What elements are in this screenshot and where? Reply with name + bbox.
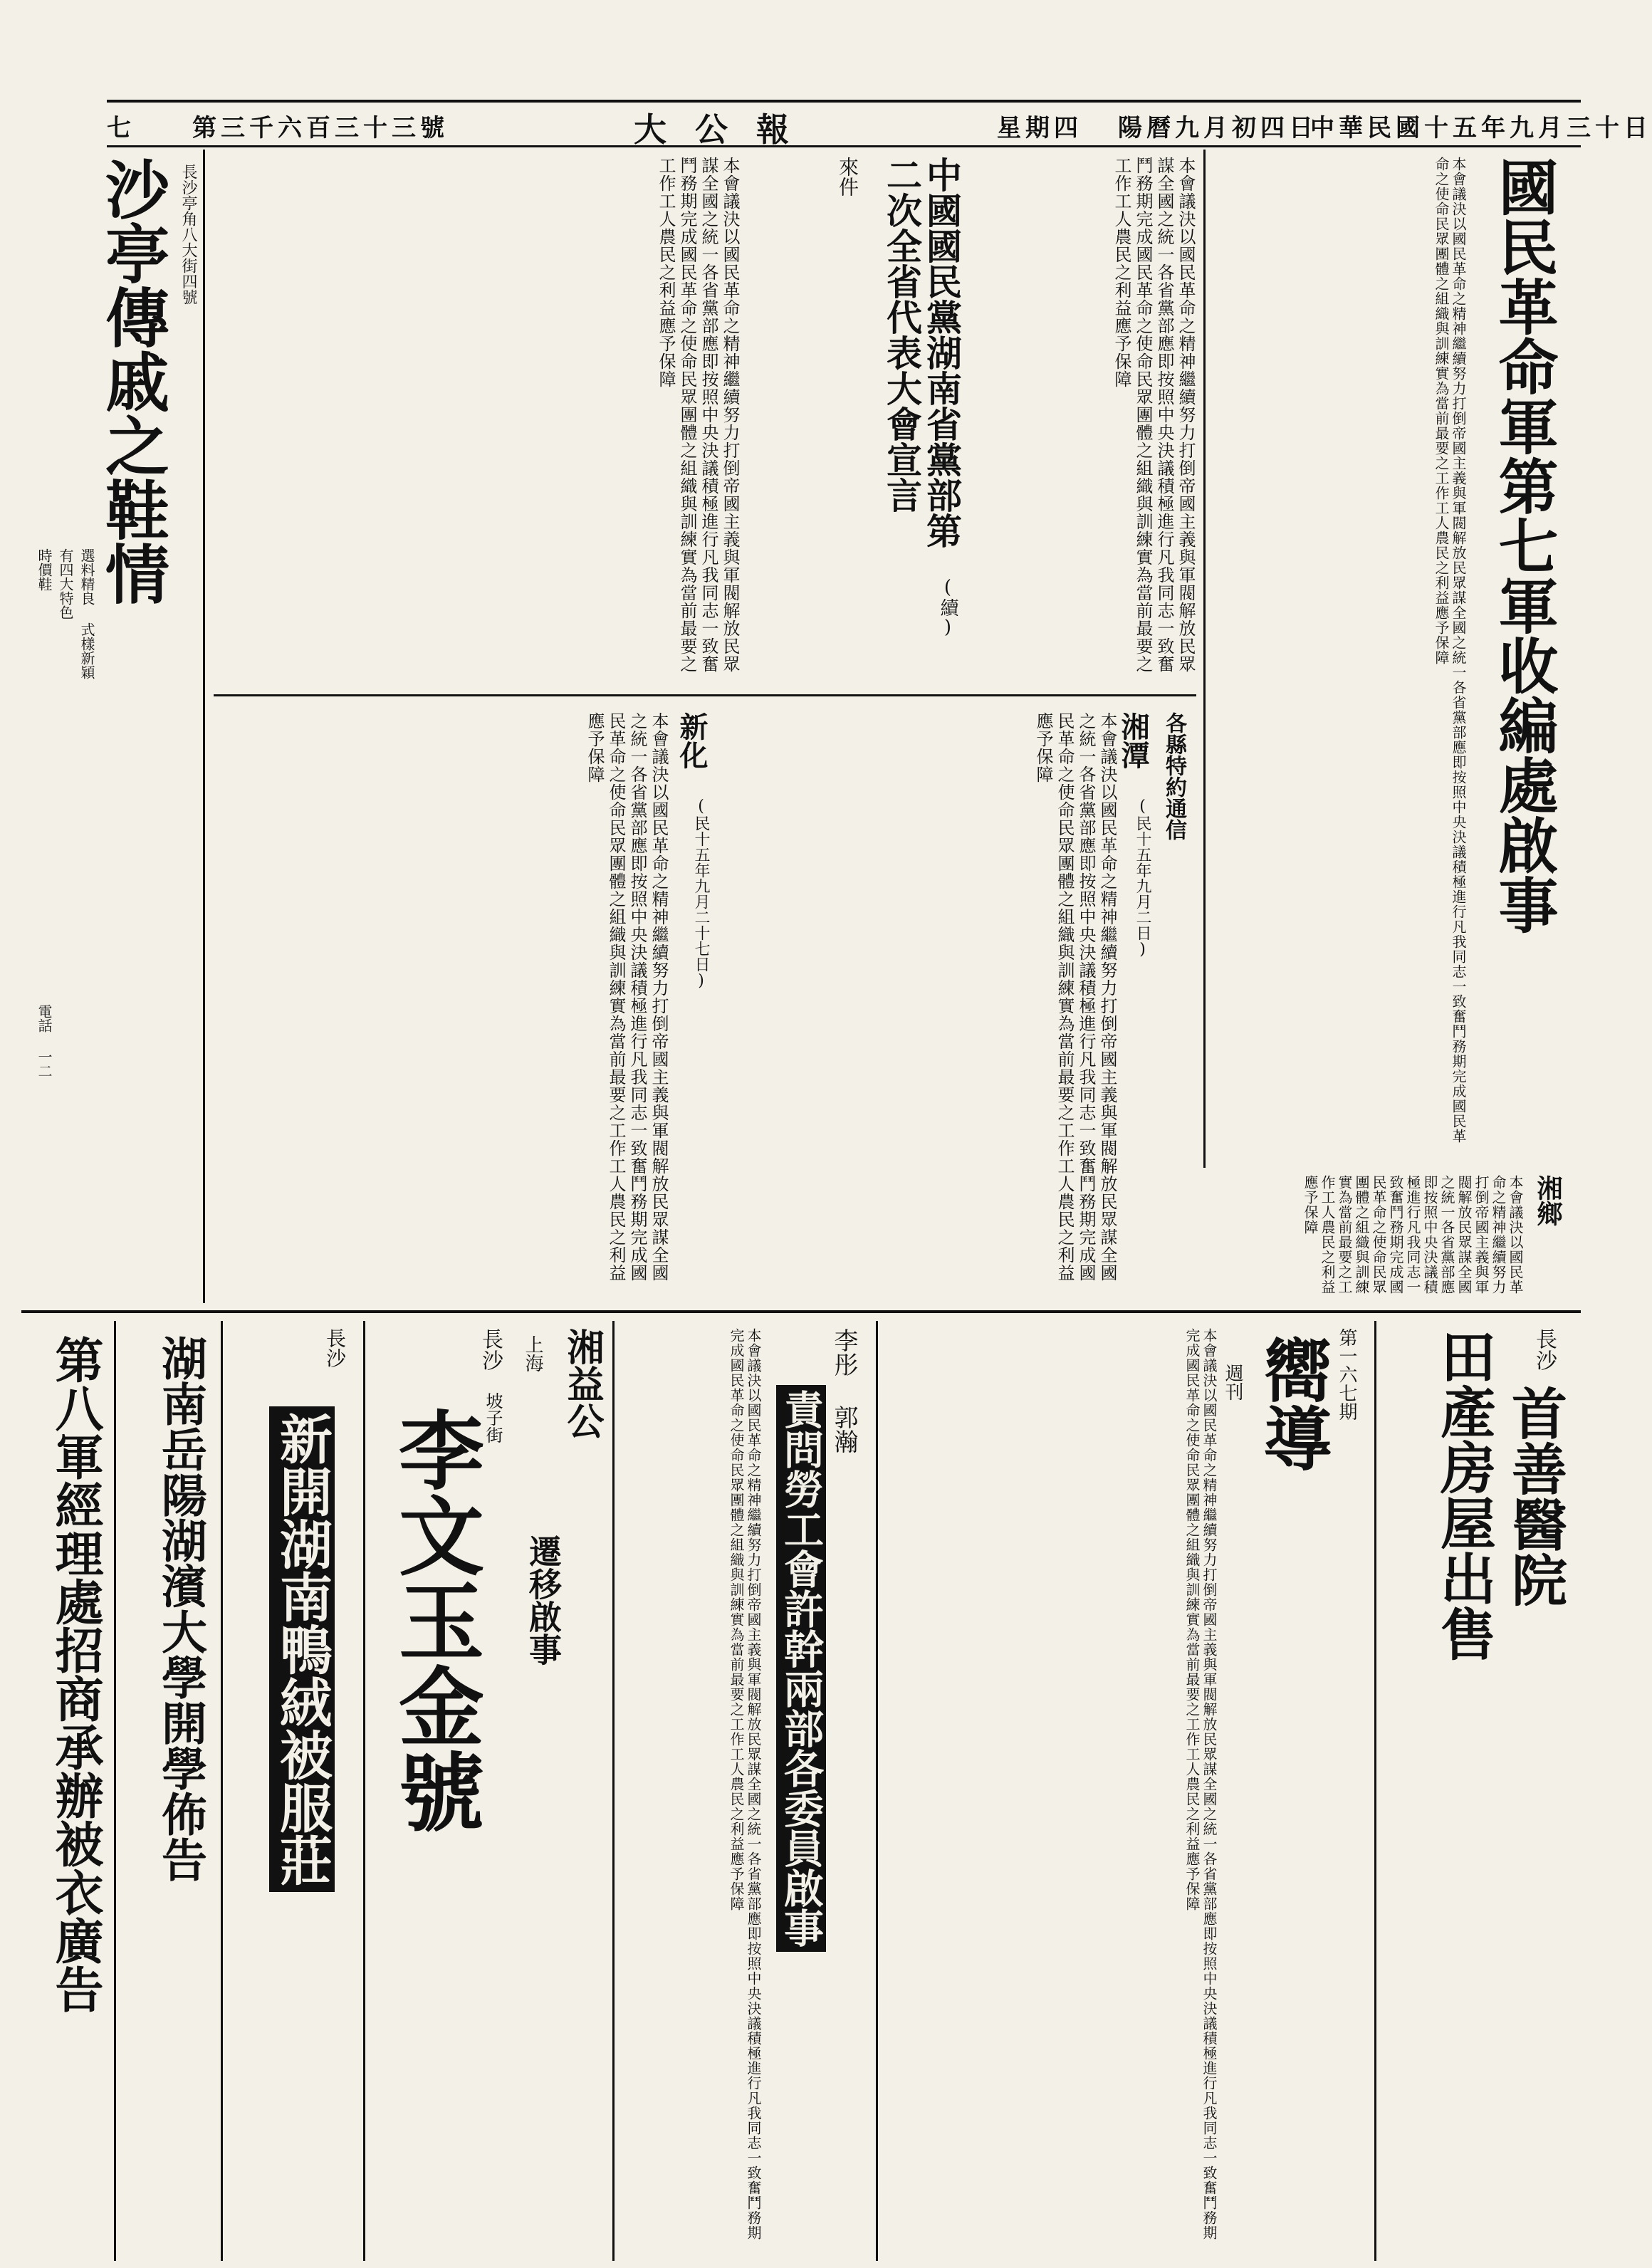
party-congress-note: (續) bbox=[937, 577, 958, 638]
shoe-ad-title: 沙亭傳戚之鞋情 bbox=[94, 157, 169, 605]
column-divider bbox=[612, 1321, 615, 2261]
shoe-ad-line-1: 有四大特色 bbox=[57, 548, 74, 620]
university-headline: 湖南岳陽湖濱大學開學佈告 bbox=[154, 1335, 207, 1882]
shoe-ad-column bbox=[28, 150, 199, 1303]
local-news-section bbox=[214, 705, 1196, 1303]
party-congress-article bbox=[214, 150, 1196, 691]
xiangyi-place: 上海 bbox=[522, 1335, 543, 1372]
duck-headline: 新開湖南鴨絨被服莊 bbox=[269, 1406, 335, 1892]
shoe-ad-phone: 電話 一二 bbox=[36, 1004, 53, 1078]
xinhua-date: (民十五年九月二十七日) bbox=[692, 798, 710, 990]
labor-headline: 責問勞工會許幹兩部各委員啟事 bbox=[776, 1385, 826, 1952]
column-divider bbox=[363, 1321, 365, 2261]
column-divider bbox=[1203, 150, 1206, 1168]
army-notice-body: 本會議決以國民革命之精神繼續努力打倒帝國主義與軍閥解放民眾謀全國之統一各省黨部應即按照中央決議積極進行凡我同志一致奮鬥務期完成國民革命之使命民眾團體之組織與訓練實為當前最要之工作工人農民之利益應予保障 bbox=[1433, 157, 1467, 1144]
eighth-army-headline: 第八軍經理處招商承辦被衣廣告 bbox=[47, 1335, 104, 2013]
publication-date: 中華民國十五年九月三十日 bbox=[1310, 114, 1652, 142]
party-congress-headline: 中國國民黨湖南省黨部第二次全省代表大會宣言 bbox=[881, 157, 963, 548]
shoushan-ad bbox=[1381, 1321, 1574, 2261]
column-divider bbox=[876, 1321, 878, 2261]
shoe-ad-line-3: 選料精良 式樣新穎 bbox=[78, 548, 95, 679]
labor-signers: 李彤 郭瀚 bbox=[830, 1328, 858, 1453]
ads-top-rule bbox=[21, 1310, 1581, 1313]
eighth-army-ad bbox=[21, 1321, 110, 2261]
row-divider bbox=[214, 694, 1196, 696]
xiangdao-body: 本會議決以國民革命之精神繼續努力打倒帝國主義與軍閥解放民眾謀全國之統一各省黨部應即按照中央決議積極進行凡我同志一致奮鬥務期完成國民革命之使命民眾團體之組織與訓練實為當前最要之工作工人農民之利益應予保障 bbox=[1183, 1328, 1218, 2240]
labor-notice bbox=[620, 1321, 869, 2261]
xiangdao-title: 嚮導 bbox=[1253, 1335, 1333, 1472]
column-divider bbox=[203, 150, 205, 1303]
xiangdao-ad bbox=[883, 1321, 1367, 2261]
xiangxiang-headline: 湘鄉 bbox=[1533, 1175, 1563, 1226]
xiangyi-name: 湘益公 bbox=[560, 1328, 604, 1439]
jinshi-ad bbox=[370, 1321, 513, 2261]
local-news-headline: 湘潭 bbox=[1117, 712, 1150, 769]
xiangdao-issue: 第一六七期 bbox=[1336, 1328, 1357, 1421]
xinhua-body: 本會議決以國民革命之精神繼續努力打倒帝國主義與軍閥解放民眾謀全國之統一各省黨部應即按照中央決議積極進行凡我同志一致奮鬥務期完成國民革命之使命民眾團體之組織與訓練實為當前最要之工作工人農民之利益應予保障 bbox=[585, 712, 669, 1282]
jinshi-place: 長沙 bbox=[478, 1328, 503, 1371]
duck-ad bbox=[228, 1321, 356, 2261]
shoushan-headline: 田產房屋出售 bbox=[1431, 1328, 1496, 1661]
party-congress-body-left: 本會議決以國民革命之精神繼續努力打倒帝國主義與軍閥解放民眾謀全國之統一各省黨部應即按照中央決議積極進行凡我同志一致奮鬥務期完成國民革命之使命民眾團體之組織與訓練實為當前最要之工作工人農民之利益應予保障 bbox=[656, 157, 740, 673]
university-ad bbox=[121, 1321, 214, 2261]
xiangxiang-news bbox=[1211, 1175, 1574, 1303]
shoushan-name: 首善醫院 bbox=[1502, 1385, 1567, 1607]
xiangyi-ad bbox=[520, 1321, 609, 2261]
jinshi-name: 李文玉金號 bbox=[385, 1406, 485, 1834]
issue-number: 第三千六百三十三號 bbox=[192, 114, 449, 142]
local-news-date: (民十五年九月二日) bbox=[1134, 798, 1151, 958]
masthead-title: 大公報 bbox=[634, 110, 817, 149]
masthead-strip bbox=[107, 100, 1652, 149]
shoe-ad-line-2: 時價鞋 bbox=[36, 548, 53, 591]
party-congress-kicker: 來件 bbox=[836, 157, 859, 197]
column-divider bbox=[1374, 1321, 1376, 2261]
xiangdao-sub: 週刊 bbox=[1222, 1364, 1243, 1401]
jinshi-address: 坡子街 bbox=[483, 1392, 503, 1443]
army-notice bbox=[1211, 150, 1574, 1168]
column-divider bbox=[221, 1321, 223, 2261]
shoushan-place: 長沙 bbox=[1532, 1328, 1557, 1371]
page-number: 七 bbox=[107, 114, 135, 142]
party-congress-body-right: 本會議決以國民革命之精神繼續努力打倒帝國主義與軍閥解放民眾謀全國之統一各省黨部應即按照中央決議積極進行凡我同志一致奮鬥務期完成國民革命之使命民眾團體之組織與訓練實為當前最要之工作工人農民之利益應予保障 bbox=[1112, 157, 1196, 673]
xiangxiang-body: 本會議決以國民革命之精神繼續努力打倒帝國主義與軍閥解放民眾謀全國之統一各省黨部應即按照中央決議積極進行凡我同志一致奮鬥務期完成國民革命之使命民眾團體之組織與訓練實為當前最要之工作工人農民之利益應予保障 bbox=[1302, 1175, 1524, 1295]
column-divider bbox=[114, 1321, 116, 2261]
army-notice-title: 國民革命軍第七軍收編處啟事 bbox=[1489, 157, 1559, 934]
labor-body: 本會議決以國民革命之精神繼續努力打倒帝國主義與軍閥解放民眾謀全國之統一各省黨部應即按照中央決議積極進行凡我同志一致奮鬥務期完成國民革命之使命民眾團體之組織與訓練實為當前最要之工作工人農民之利益應予保障 bbox=[728, 1328, 762, 2240]
weekday: 星期四 bbox=[997, 114, 1082, 142]
duck-place: 長沙 bbox=[323, 1328, 347, 1368]
shoe-ad-address: 長沙亭角八大街四號 bbox=[179, 164, 197, 305]
local-news-body: 本會議決以國民革命之精神繼續努力打倒帝國主義與軍閥解放民眾謀全國之統一各省黨部應即按照中央決議積極進行凡我同志一致奮鬥務期完成國民革命之使命民眾團體之組織與訓練實為當前最要之工作工人農民之利益應予保障 bbox=[1033, 712, 1117, 1282]
lunar-date: 陽曆九月初四日 bbox=[1118, 114, 1317, 142]
local-news-kicker: 各縣特約通信 bbox=[1161, 712, 1186, 840]
xinhua-headline: 新化 bbox=[675, 712, 709, 769]
xiangyi-headline: 遷移啟事 bbox=[524, 1535, 563, 1666]
